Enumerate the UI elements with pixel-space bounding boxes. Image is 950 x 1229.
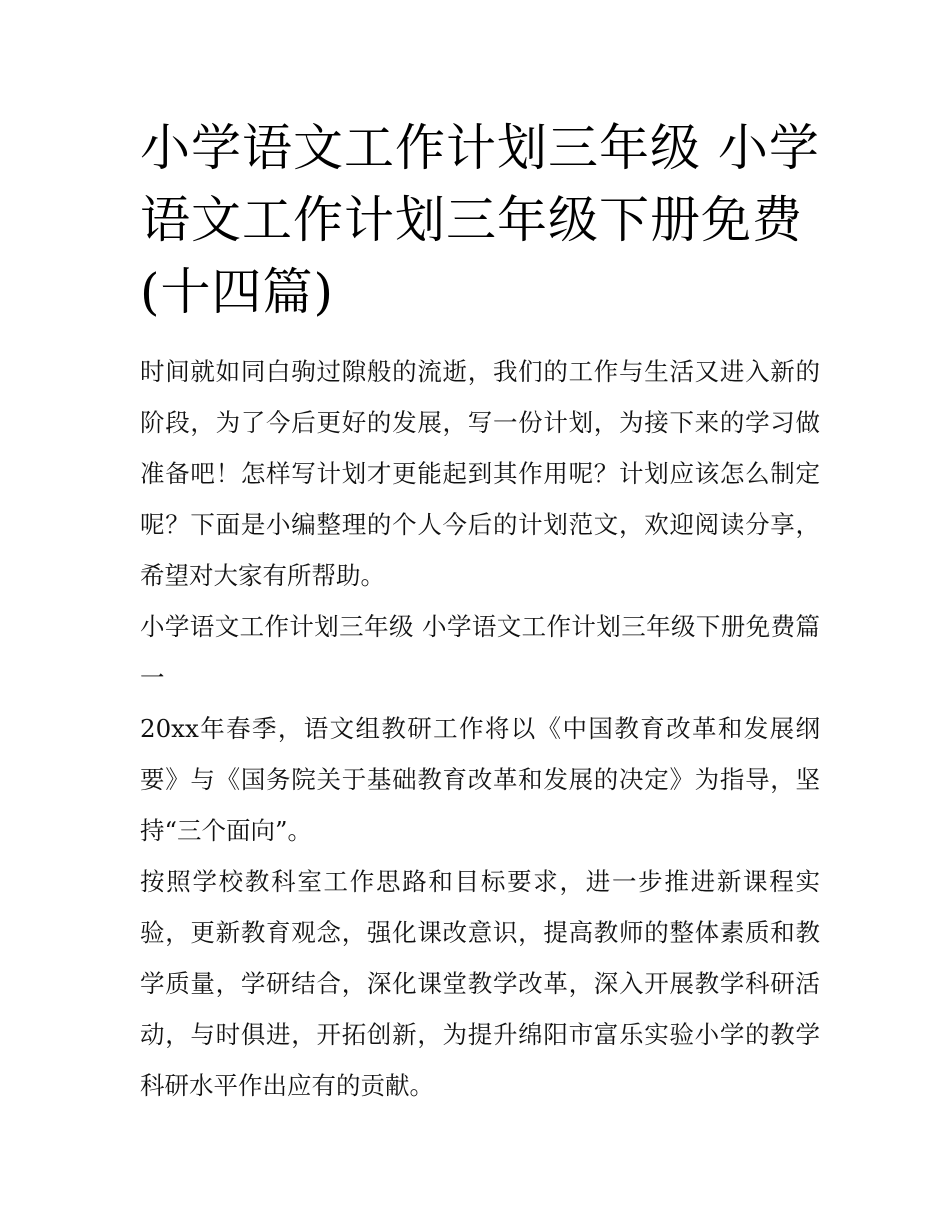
document-title: 小学语文工作计划三年级 小学语文工作计划三年级下册免费(十四篇) (140, 119, 820, 321)
section-heading: 小学语文工作计划三年级 小学语文工作计划三年级下册免费篇一 (140, 612, 820, 692)
body-paragraph: 按照学校教科室工作思路和目标要求，进一步推进新课程实验，更新教育观念，强化课改意识，提高教师的整体素质和教学质量，学研结合，深化课堂教学改革，深入开展教学科研活动，与时俱进，开拓创新，为提升绵阳市富乐实验小学的教学科研水平作出应有的贡献。 (140, 867, 820, 1100)
body-paragraph: 20xx年春季，语文组教研工作将以《中国教育改革和发展纲要》与《国务院关于基础教育改革和发展的决定》为指导，坚持“三个面向”。 (140, 714, 820, 845)
document-content (140, 112, 820, 1111)
intro-paragraph: 时间就如同白驹过隙般的流逝，我们的工作与生活又进入新的阶段，为了今后更好的发展，写一份计划，为接下来的学习做准备吧！怎样写计划才更能起到其作用呢？计划应该怎么制定呢？下面是小编整理的个人今后的计划范文，欢迎阅读分享，希望对大家有所帮助。 (140, 357, 820, 590)
